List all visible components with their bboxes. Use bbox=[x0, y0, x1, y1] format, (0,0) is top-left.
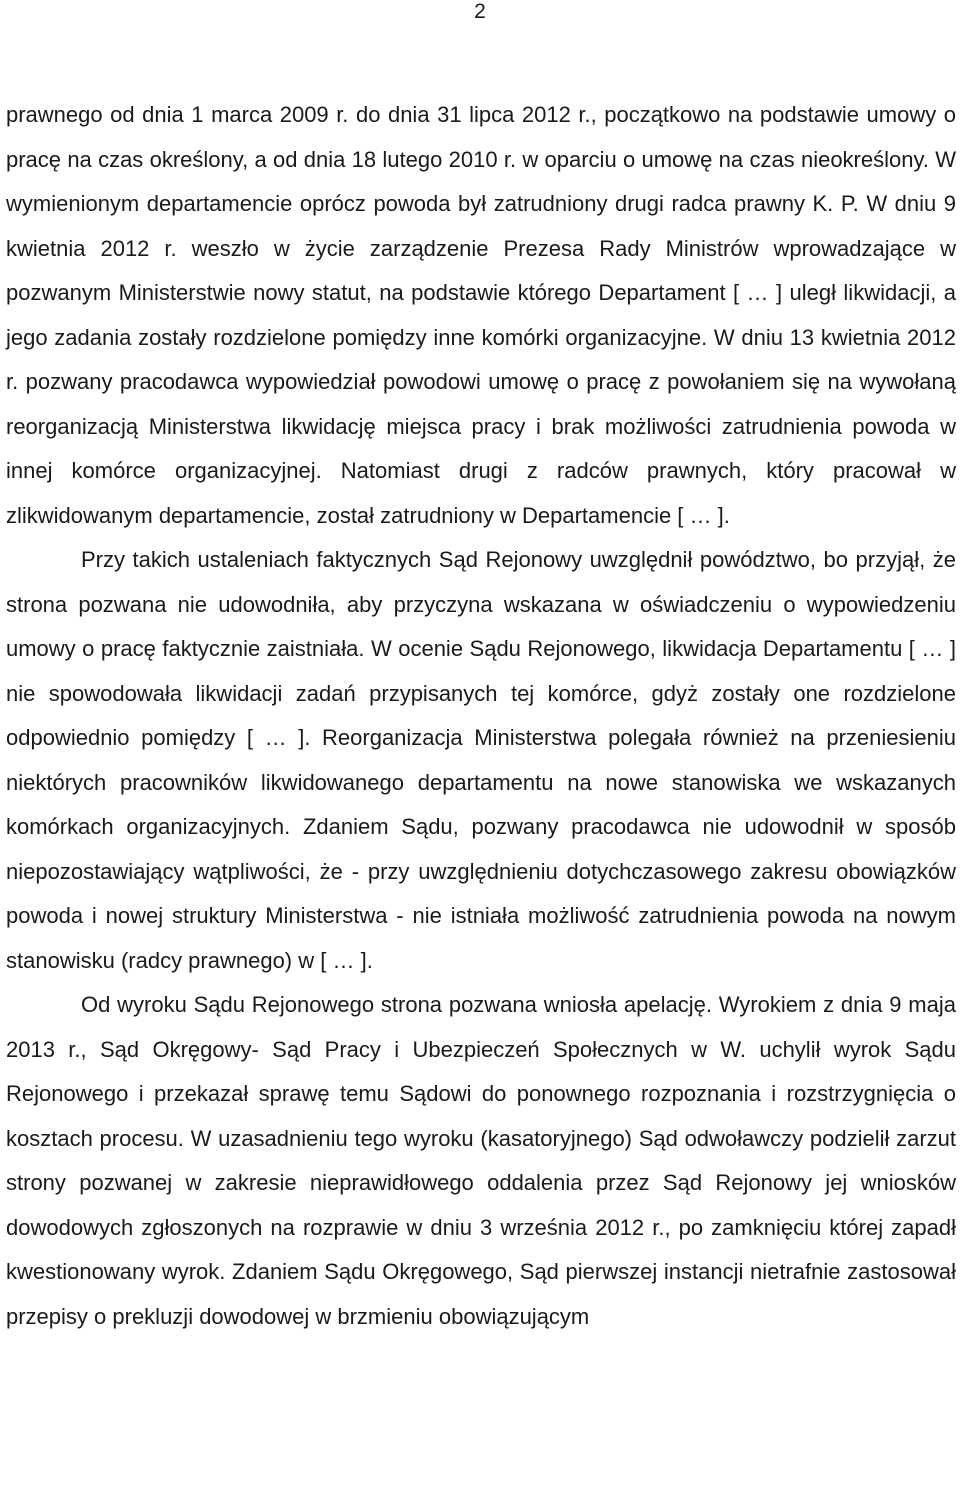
paragraph-1: prawnego od dnia 1 marca 2009 r. do dnia 31 lipca 2012 r., początkowo na podstawie umowy o pracę na czas określony, a od dnia 18 lutego 2010 r. w oparciu o umowę na czas nieokreślony. W wymienionym departamencie oprócz powoda był zatrudniony drugi radca prawny K. P. W dniu 9 kwietnia 2012 r. weszło w życie zarządzenie Prezesa Rady Ministrów wprowadzające w pozwanym Ministerstwie nowy statut, na podstawie którego Departament [ … ] uległ likwidacji, a jego zadania zostały rozdzielone pomiędzy inne komórki organizacyjne. W dniu 13 kwietnia 2012 r. pozwany pracodawca wypowiedział powodowi umowę o pracę z powołaniem się na wywołaną reorganizacją Ministerstwa likwidację miejsca pracy i brak możliwości zatrudnienia powoda w innej komórce organizacyjnej. Natomiast drugi z radców prawnych, który pracował w zlikwidowanym departamencie, został zatrudniony w Departamencie [ … ]. bbox=[6, 102, 956, 528]
paragraph-3: Od wyroku Sądu Rejonowego strona pozwana wniosła apelację. Wyrokiem z dnia 9 maja 2013 r., Sąd Okręgowy- Sąd Pracy i Ubezpieczeń Społecznych w W. uchylił wyrok Sądu Rejonowego i przekazał sprawę temu Sądowi do ponownego rozpoznania i rozstrzygnięcia o kosztach procesu. W uzasadnieniu tego wyroku (kasatoryjnego) Sąd odwoławczy podzielił zarzut strony pozwanej w zakresie nieprawidłowego oddalenia przez Sąd Rejonowy jej wniosków dowodowych zgłoszonych na rozprawie w dniu 3 września 2012 r., po zamknięciu której zapadł kwestionowany wyrok. Zdaniem Sądu Okręgowego, Sąd pierwszej instancji nietrafnie zastosował przepisy o prekluzji dowodowej w brzmieniu obowiązującym bbox=[6, 992, 956, 1329]
document-body bbox=[6, 93, 956, 1339]
paragraph-2: Przy takich ustaleniach faktycznych Sąd Rejonowy uwzględnił powództwo, bo przyjął, że strona pozwana nie udowodniła, aby przyczyna wskazana w oświadczeniu o wypowiedzeniu umowy o pracę faktycznie zaistniała. W ocenie Sądu Rejonowego, likwidacja Departamentu [ … ] nie spowodowała likwidacji zadań przypisanych tej komórce, gdyż zostały one rozdzielone odpowiednio pomiędzy [ … ]. Reorganizacja Ministerstwa polegała również na przeniesieniu niektórych pracowników likwidowanego departamentu na nowe stanowiska we wskazanych komórkach organizacyjnych. Zdaniem Sądu, pozwany pracodawca nie udowodnił w sposób niepozostawiający wątpliwości, że - przy uwzględnieniu dotychczasowego zakresu obowiązków powoda i nowej struktury Ministerstwa - nie istniała możliwość zatrudnienia powoda na nowym stanowisku (radcy prawnego) w [ … ]. bbox=[6, 547, 956, 973]
page-number: 2 bbox=[474, 0, 486, 23]
